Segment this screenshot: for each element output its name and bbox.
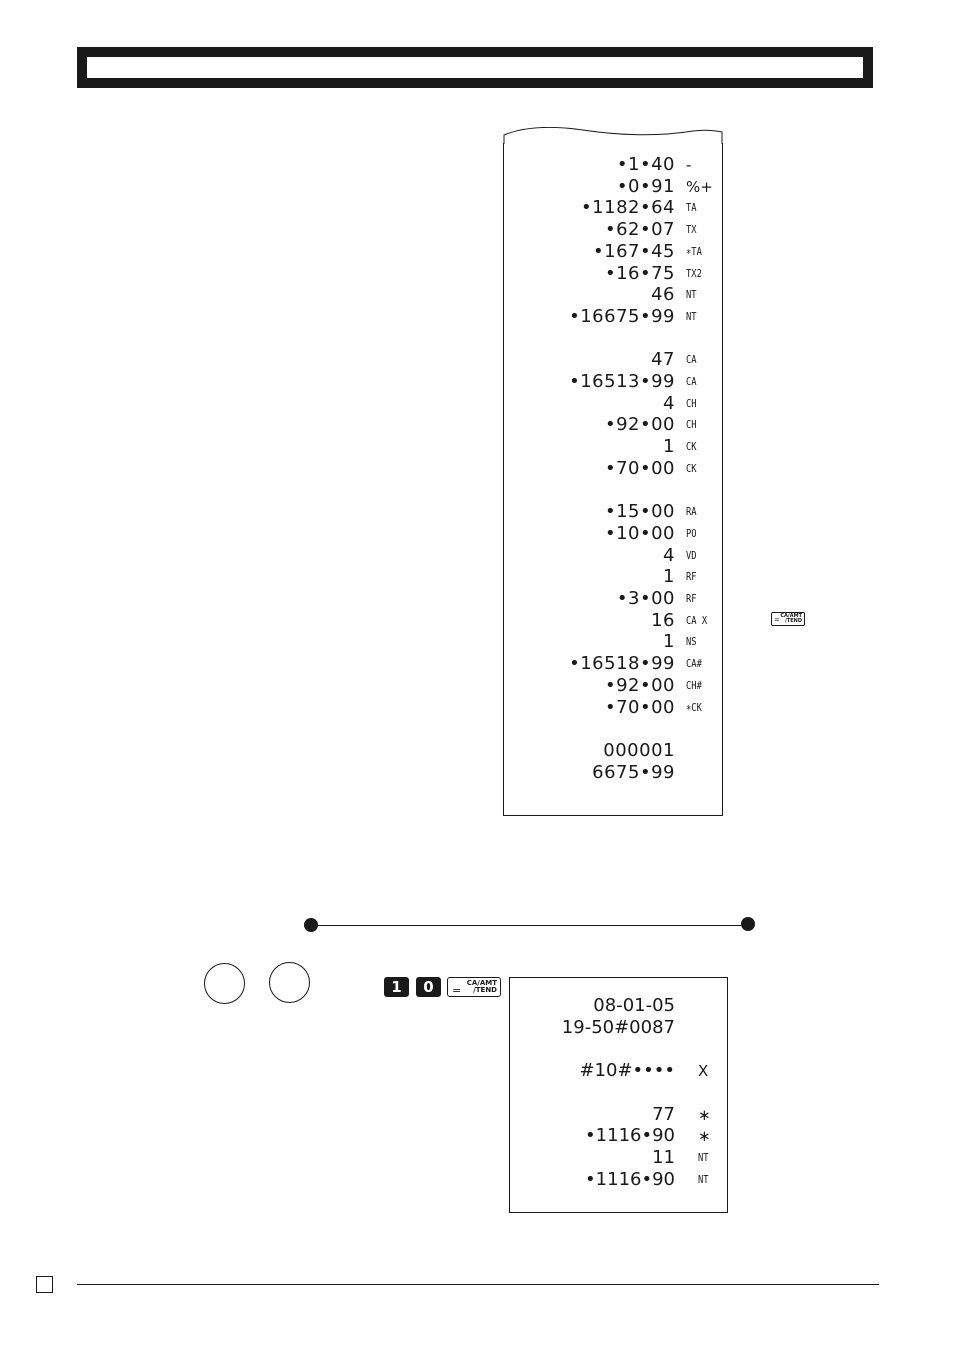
receipt-line <box>510 1038 727 1060</box>
receipt-value: •92•00 <box>604 414 675 436</box>
receipt-value: •70•00 <box>604 457 675 479</box>
receipt-line <box>504 306 722 328</box>
receipt-line <box>504 371 722 393</box>
receipt-symbol: VD <box>686 548 697 562</box>
timeline-start-dot <box>304 918 318 932</box>
receipt-symbol: RA <box>686 505 697 519</box>
receipt-value: 77 <box>652 1103 675 1125</box>
receipt-line <box>504 284 722 306</box>
receipt-line <box>510 995 727 1017</box>
receipt-symbol: PO <box>686 526 697 540</box>
receipt-symbol: CK <box>686 461 697 475</box>
receipt-value: •16•75 <box>604 262 675 284</box>
key-label-top: CA/AMT <box>780 613 802 619</box>
key-eq-symbol: = <box>774 616 780 624</box>
receipt-value: •70•00 <box>604 696 675 718</box>
receipt-symbol: TX2 <box>686 266 702 280</box>
receipt-value: •167•45 <box>593 240 675 262</box>
receipt-value: 4 <box>663 544 675 566</box>
key-label-top: CA/AMT <box>466 979 497 987</box>
key-label <box>467 980 497 994</box>
receipt-value: 000001 <box>603 739 675 761</box>
key-1 <box>384 977 409 997</box>
section-title-bar <box>77 47 873 88</box>
receipt-symbol: ∗CK <box>686 700 702 714</box>
receipt-value: •15•00 <box>604 501 675 523</box>
receipt-line <box>504 653 722 675</box>
receipt-line <box>510 1060 727 1082</box>
receipt-value: 08-01-05 <box>593 995 675 1016</box>
receipt-line <box>504 176 722 198</box>
receipt-value: •1116•90 <box>585 1168 675 1190</box>
section-title-box <box>86 56 864 79</box>
receipt-symbol: NT <box>698 1172 709 1186</box>
receipt-line <box>504 263 722 285</box>
receipt-symbol: CA <box>686 353 697 367</box>
receipt-symbol: NT <box>686 309 697 323</box>
receipt-line <box>504 675 722 697</box>
key-0 <box>416 977 441 997</box>
key-0-label: 0 <box>423 978 434 996</box>
receipt-symbol: RF <box>686 592 697 605</box>
receipt-line <box>510 1104 727 1126</box>
receipt-value: 1 <box>663 566 675 588</box>
receipt-symbol: CA <box>686 375 697 388</box>
receipt-value: •3•00 <box>616 588 675 609</box>
receipt-symbol: CH <box>686 396 697 410</box>
receipt-line <box>504 545 722 567</box>
key-1-label: 1 <box>391 978 402 996</box>
receipt-line <box>504 501 722 523</box>
ca-amt-tend-key <box>447 977 501 997</box>
receipt-symbol: RF <box>686 570 697 584</box>
key-label-bottom: /TEND <box>473 986 497 994</box>
receipt-symbol: TA <box>686 201 697 215</box>
key-label <box>780 614 802 624</box>
receipt-line <box>504 718 722 740</box>
receipt-value: •16513•99 <box>569 371 675 392</box>
receipt-line <box>504 241 722 263</box>
receipt-line <box>510 1082 727 1104</box>
receipt-value: #10#•••• <box>579 1060 675 1082</box>
footer-rule <box>77 1284 879 1285</box>
receipt-value: 1 <box>663 631 675 653</box>
page-marker-box <box>36 1276 53 1293</box>
receipt-line <box>504 523 722 545</box>
receipt-value: 47 <box>651 349 675 371</box>
receipt-symbol: NS <box>686 635 697 649</box>
receipt-value: 6675•99 <box>592 761 675 783</box>
receipt-line <box>504 762 722 784</box>
receipt-line <box>504 349 722 371</box>
receipt-symbol: X <box>698 1062 709 1081</box>
receipt-tear-edge <box>503 127 723 145</box>
receipt-line <box>504 219 722 241</box>
timeline-end-dot <box>741 917 755 931</box>
receipt-line <box>510 1017 727 1039</box>
receipt-line <box>510 1169 727 1191</box>
receipt-value: •1116•90 <box>585 1125 675 1147</box>
timeline-line <box>311 925 748 926</box>
x-report-receipt <box>509 977 728 1213</box>
mode-circle-2 <box>269 962 310 1003</box>
report-receipt <box>503 143 723 816</box>
receipt-value: •16675•99 <box>569 305 675 327</box>
receipt-symbol: NT <box>686 288 697 302</box>
receipt-symbol: CA X <box>686 613 708 627</box>
receipt-line <box>504 414 722 436</box>
receipt-symbol: - <box>686 156 692 174</box>
receipt-value: 19-50#0087 <box>561 1016 675 1038</box>
receipt-line <box>504 393 722 415</box>
receipt-value: 16 <box>651 609 675 631</box>
receipt-symbol: CK <box>686 440 697 454</box>
receipt-value: 4 <box>663 392 675 414</box>
receipt-symbol: NT <box>698 1150 709 1164</box>
receipt-value: 11 <box>652 1146 675 1168</box>
receipt-symbol: CH <box>686 418 697 432</box>
receipt-line <box>504 566 722 588</box>
receipt-symbol: ∗TA <box>686 244 702 258</box>
receipt-symbol: CH# <box>686 678 702 692</box>
mode-circle-1 <box>204 963 245 1004</box>
receipt-line <box>504 328 722 350</box>
receipt-line <box>510 1125 727 1147</box>
receipt-line <box>504 458 722 480</box>
receipt-symbol: TX <box>686 223 697 237</box>
receipt-value: •92•00 <box>604 674 675 696</box>
key-eq-symbol: = <box>452 984 462 997</box>
receipt-value: •0•91 <box>616 175 675 197</box>
receipt-line <box>504 197 722 219</box>
receipt-line <box>504 154 722 176</box>
receipt-line <box>504 610 722 632</box>
receipt-line <box>504 740 722 762</box>
receipt-symbol: ∗ <box>698 1105 711 1124</box>
receipt-value: •16518•99 <box>569 653 675 675</box>
receipt-symbol: %+ <box>686 177 713 196</box>
receipt-value: •1182•64 <box>581 197 675 219</box>
receipt-symbol: ∗ <box>698 1127 711 1146</box>
receipt-line <box>504 480 722 502</box>
receipt-line <box>504 436 722 458</box>
receipt-value: 46 <box>651 284 675 306</box>
receipt-line <box>504 697 722 719</box>
receipt-value: 1 <box>663 436 675 458</box>
receipt-line <box>504 588 722 610</box>
receipt-value: •1•40 <box>616 154 675 175</box>
key-label-bottom: /TEND <box>785 618 802 624</box>
receipt-line <box>510 1147 727 1169</box>
receipt-line <box>504 631 722 653</box>
ca-amt-tend-key-icon <box>771 612 805 626</box>
receipt-value: •62•07 <box>604 219 675 241</box>
receipt-value: •10•00 <box>604 522 675 544</box>
receipt-symbol: CA# <box>686 657 702 671</box>
